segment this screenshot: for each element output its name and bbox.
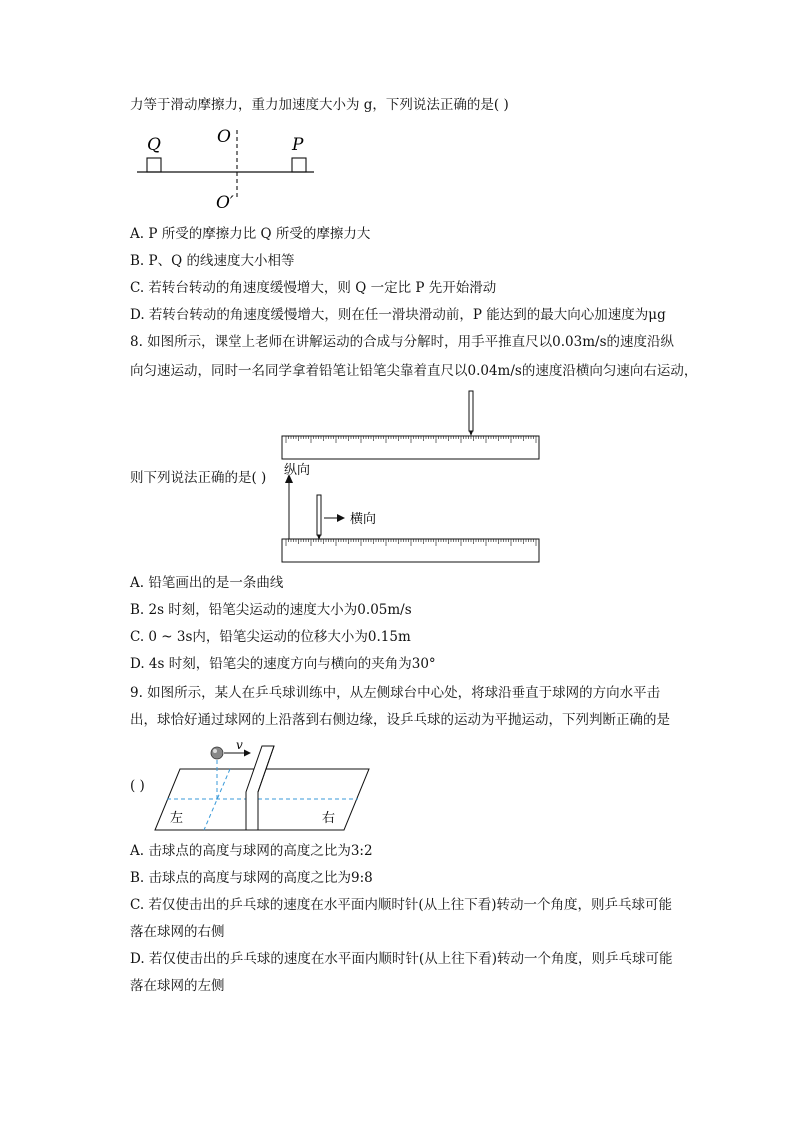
block-p	[292, 158, 306, 172]
q8-option-a: A. 铅笔画出的是一条曲线	[130, 575, 284, 591]
rotating-table-figure	[130, 120, 330, 215]
q8-stem-line-2: 向匀速运动，同时一名同学拿着铅笔让铅笔尖靠着直尺以0.04m/s的速度沿横向匀速向右运动，	[130, 363, 698, 379]
q9-stem-line-2: 出，球恰好通过球网的上沿落到右侧边缘，设乒乓球的运动为平抛运动，下列判断正确的是	[130, 712, 670, 728]
velocity-arrow-head	[244, 750, 251, 757]
label-vertical-direction: 纵向	[284, 463, 311, 478]
q8-option-b: B. 2s 时刻，铅笔尖运动的速度大小为0.05m/s	[130, 602, 412, 618]
q9-option-b: B. 击球点的高度与球网的高度之比为9:8	[130, 870, 373, 886]
block-q	[147, 158, 161, 172]
label-p: P	[292, 135, 304, 155]
q8-stem-line-1: 8. 如图所示，课堂上老师在讲解运动的合成与分解时，用手平推直尺以0.03m/s的速度沿纵	[130, 334, 675, 350]
label-right-side: 右	[322, 811, 336, 826]
label-velocity: v	[236, 738, 243, 752]
label-horizontal-direction: 横向	[350, 512, 377, 527]
label-o-prime: O′	[216, 193, 234, 213]
q7-option-a: A. P 所受的摩擦力比 Q 所受的摩擦力大	[130, 226, 371, 242]
bottom-pencil	[317, 495, 321, 535]
q9-option-c-line-2: 落在球网的右侧	[130, 924, 225, 940]
q8-option-c: C. 0 ~ 3s内，铅笔尖运动的位移大小为0.15m	[130, 629, 411, 645]
q7-option-c: C. 若转台转动的角速度缓慢增大，则 Q 一定比 P 先开始滑动	[130, 280, 497, 296]
q9-stem-line-1: 9. 如图所示，某人在乒乓球训练中，从左侧球台中心处，将球沿垂直于球网的方向水平击	[130, 685, 661, 701]
top-pencil	[469, 391, 473, 431]
top-ruler	[282, 436, 539, 459]
q9-option-d-line-1: D. 若仅使击出的乒乓球的速度在水平面内顺时针(从上往下看)转动一个角度，则乒乓球可能	[130, 951, 673, 967]
ping-pong-table-figure	[150, 738, 375, 833]
q7-intro-text: 力等于滑动摩擦力，重力加速度大小为 g，下列说法正确的是( )	[130, 97, 509, 113]
q7-option-d: D. 若转台转动的角速度缓慢增大，则在任一滑块滑动前，P 能达到的最大向心加速度为μg	[130, 307, 666, 323]
label-q: Q	[147, 135, 161, 155]
label-o: O	[217, 127, 231, 147]
bottom-ruler	[282, 539, 539, 562]
q7-option-b: B. P、Q 的线速度大小相等	[130, 253, 295, 269]
q9-option-d-line-2: 落在球网的左侧	[130, 978, 225, 994]
ball-highlight	[213, 749, 217, 753]
top-pencil-tip	[469, 431, 473, 436]
horizontal-arrow-head	[337, 514, 345, 522]
label-left-side: 左	[170, 811, 184, 826]
q8-option-d: D. 4s 时刻，铅笔尖的速度方向与横向的夹角为30°	[130, 656, 436, 672]
q9-stem-line-3: ( )	[130, 778, 145, 794]
q9-option-a: A. 击球点的高度与球网的高度之比为3:2	[130, 843, 373, 859]
q8-stem-line-3: 则下列说法正确的是( )	[130, 470, 267, 486]
ball	[211, 747, 223, 759]
ruler-pencil-figure	[270, 385, 550, 570]
q9-option-c-line-1: C. 若仅使击出的乒乓球的速度在水平面内顺时针(从上往下看)转动一个角度，则乒乓球可能	[130, 897, 672, 913]
